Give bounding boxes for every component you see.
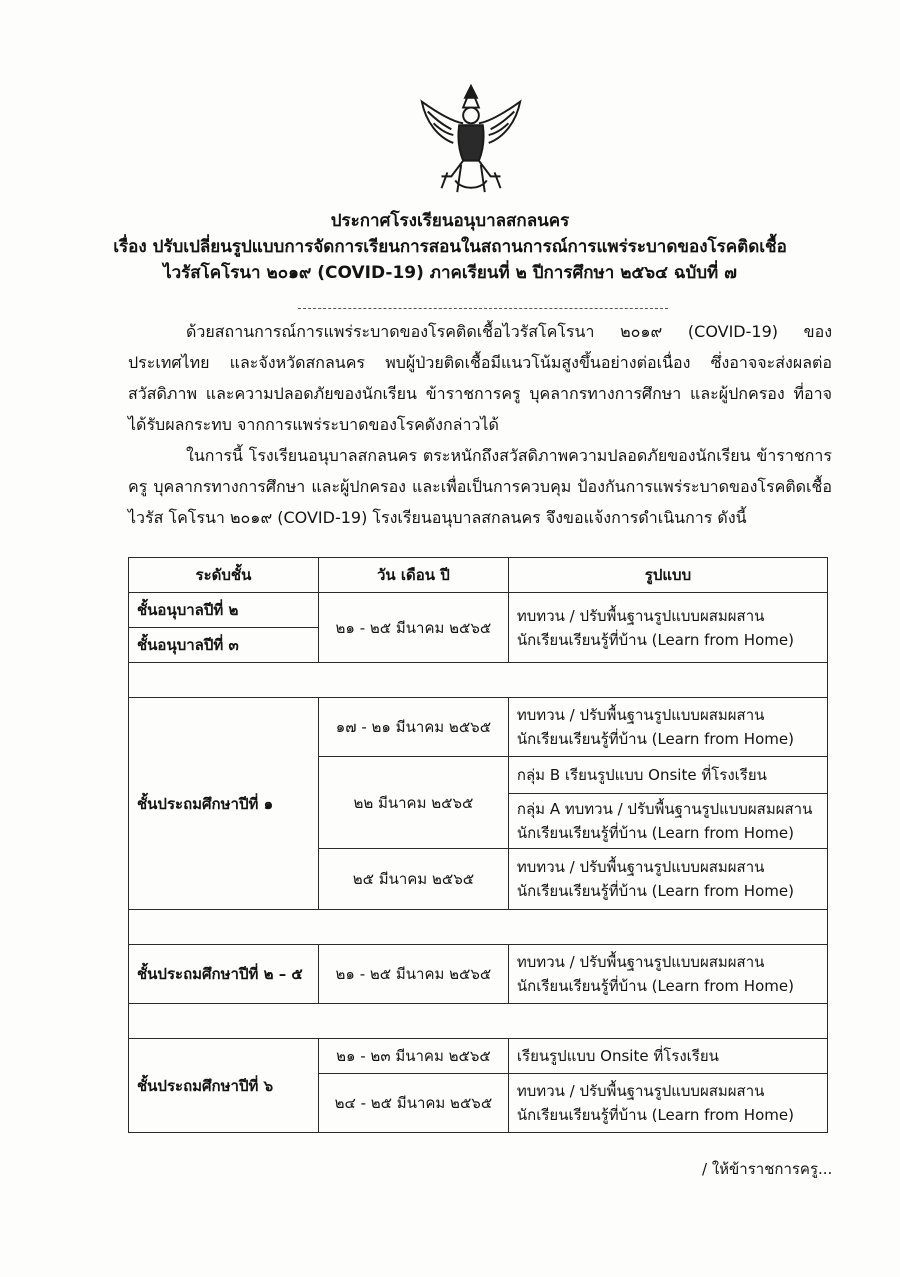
garuda-emblem-icon [412,82,530,200]
table-row [129,1039,828,1074]
level-kinder-2: ชั้นอนุบาลปีที่ ๒ [129,593,319,628]
format-line: นักเรียนเรียนรู้ที่บ้าน (Learn from Home) [516,730,794,748]
level-kinder-3: ชั้นอนุบาลปีที่ ๓ [129,628,319,663]
format-p1-2: กลุ่ม B เรียนรูปแบบ Onsite ที่โรงเรียน [508,757,827,794]
level-primary-6: ชั้นประถมศึกษาปีที่ ๖ [129,1039,319,1133]
spacer-cell [129,910,828,945]
format-p1-3 [508,794,827,849]
format-p2-5 [508,945,827,1004]
format-line: นักเรียนเรียนรู้ที่บ้าน (Learn from Home) [516,630,794,649]
format-p6-2 [508,1074,827,1133]
date-p6-2: ๒๔ - ๒๕ มีนาคม ๒๕๖๕ [318,1074,508,1133]
format-line: นักเรียนเรียนรู้ที่บ้าน (Learn from Home) [516,882,794,900]
format-p1-1 [508,698,827,757]
header-level: ระดับชั้น [129,558,319,593]
paragraph-2: ในการนี้ โรงเรียนอนุบาลสกลนคร ตระหนักถึงสวัสดิภาพความปลอดภัยของนักเรียน ข้าราชการครู บุคลากรทางการศึกษา และผู้ปกครอง และเพื่อเป็นการควบคุม ป้องกันการแพร่ระบาดของโรคติดเชื้อไวรัส โคโรนา ๒๐๑๙ (COVID-19) โรงเรียนอนุบาลสกลนคร จึงขอแจ้งการดำเนินการ ดังนี้ [128,446,832,527]
spacer-row [129,1004,828,1039]
spacer-row [129,910,828,945]
format-line: ทบทวน / ปรับพื้นฐานรูปแบบผสมผสาน [516,606,765,625]
table-header-row [129,558,828,593]
paragraph-1: ด้วยสถานการณ์การแพร่ระบาดของโรคติดเชื้อไวรัสโคโรนา ๒๐๑๙ (COVID-19) ของประเทศไทย และจังหวัดสกลนคร พบผู้ป่วยติดเชื้อมีแนวโน้มสูงขึ้นอย่างต่อเนื่อง ซึ่งอาจจะส่งผลต่อสวัสดิภาพ และความปลอดภัยของนักเรียน ข้าราชการครู บุคลากรทางการศึกษา และผู้ปกครอง ที่อาจได้รับผลกระทบ จากการแพร่ระบาดของโรคดังกล่าวได้ [128,322,832,434]
format-line: ทบทวน / ปรับพื้นฐานรูปแบบผสมผสาน [516,953,765,971]
announcement-title: ประกาศโรงเรียนอนุบาลสกลนคร [330,211,570,231]
format-p6-1: เรียนรูปแบบ Onsite ที่โรงเรียน [508,1039,827,1074]
date-p1-3: ๒๕ มีนาคม ๒๕๖๕ [318,849,508,910]
header-divider [298,308,668,309]
format-line: กลุ่ม A ทบทวน / ปรับพื้นฐานรูปแบบผสมผสาน [516,800,813,818]
schedule-table [128,557,828,1133]
format-line: ทบทวน / ปรับพื้นฐานรูปแบบผสมผสาน [516,858,765,876]
level-primary-1: ชั้นประถมศึกษาปีที่ ๑ [129,698,319,910]
table-row [129,593,828,628]
spacer-cell [129,663,828,698]
header-date: วัน เดือน ปี [318,558,508,593]
format-line: ทบทวน / ปรับพื้นฐานรูปแบบผสมผสาน [516,1082,765,1100]
subject-line-2: ไวรัสโคโรนา ๒๐๑๙ (COVID-19) ภาคเรียนที่ ๒ ปีการศึกษา ๒๕๖๔ ฉบับที่ ๗ [163,263,737,283]
format-kinder [508,593,827,663]
date-kinder: ๒๑ - ๒๕ มีนาคม ๒๕๖๕ [318,593,508,663]
date-p1-2: ๒๒ มีนาคม ๒๕๖๕ [318,757,508,849]
level-primary-2-5: ชั้นประถมศึกษาปีที่ ๒ – ๕ [129,945,319,1004]
header-format: รูปแบบ [508,558,827,593]
announcement-header [0,208,900,286]
subject-line-1: เรื่อง ปรับเปลี่ยนรูปแบบการจัดการเรียนการสอนในสถานการณ์การแพร่ระบาดของโรคติดเชื้อ [113,237,787,257]
spacer-cell [129,1004,828,1039]
continuation-note: / ให้ข้าราชการครู... [702,1160,833,1178]
format-line: ทบทวน / ปรับพื้นฐานรูปแบบผสมผสาน [516,706,765,724]
format-line: นักเรียนเรียนรู้ที่บ้าน (Learn from Home) [516,977,794,995]
table-row [129,698,828,757]
date-p2-5: ๒๑ - ๒๕ มีนาคม ๒๕๖๕ [318,945,508,1004]
format-line: นักเรียนเรียนรู้ที่บ้าน (Learn from Home) [516,1106,794,1124]
spacer-row [129,663,828,698]
format-line: นักเรียนเรียนรู้ที่บ้าน (Learn from Home) [516,824,794,842]
table-row [129,945,828,1004]
format-p1-4 [508,849,827,910]
date-p1-1: ๑๗ - ๒๑ มีนาคม ๒๕๖๕ [318,698,508,757]
date-p6-1: ๒๑ - ๒๓ มีนาคม ๒๕๖๕ [318,1039,508,1074]
